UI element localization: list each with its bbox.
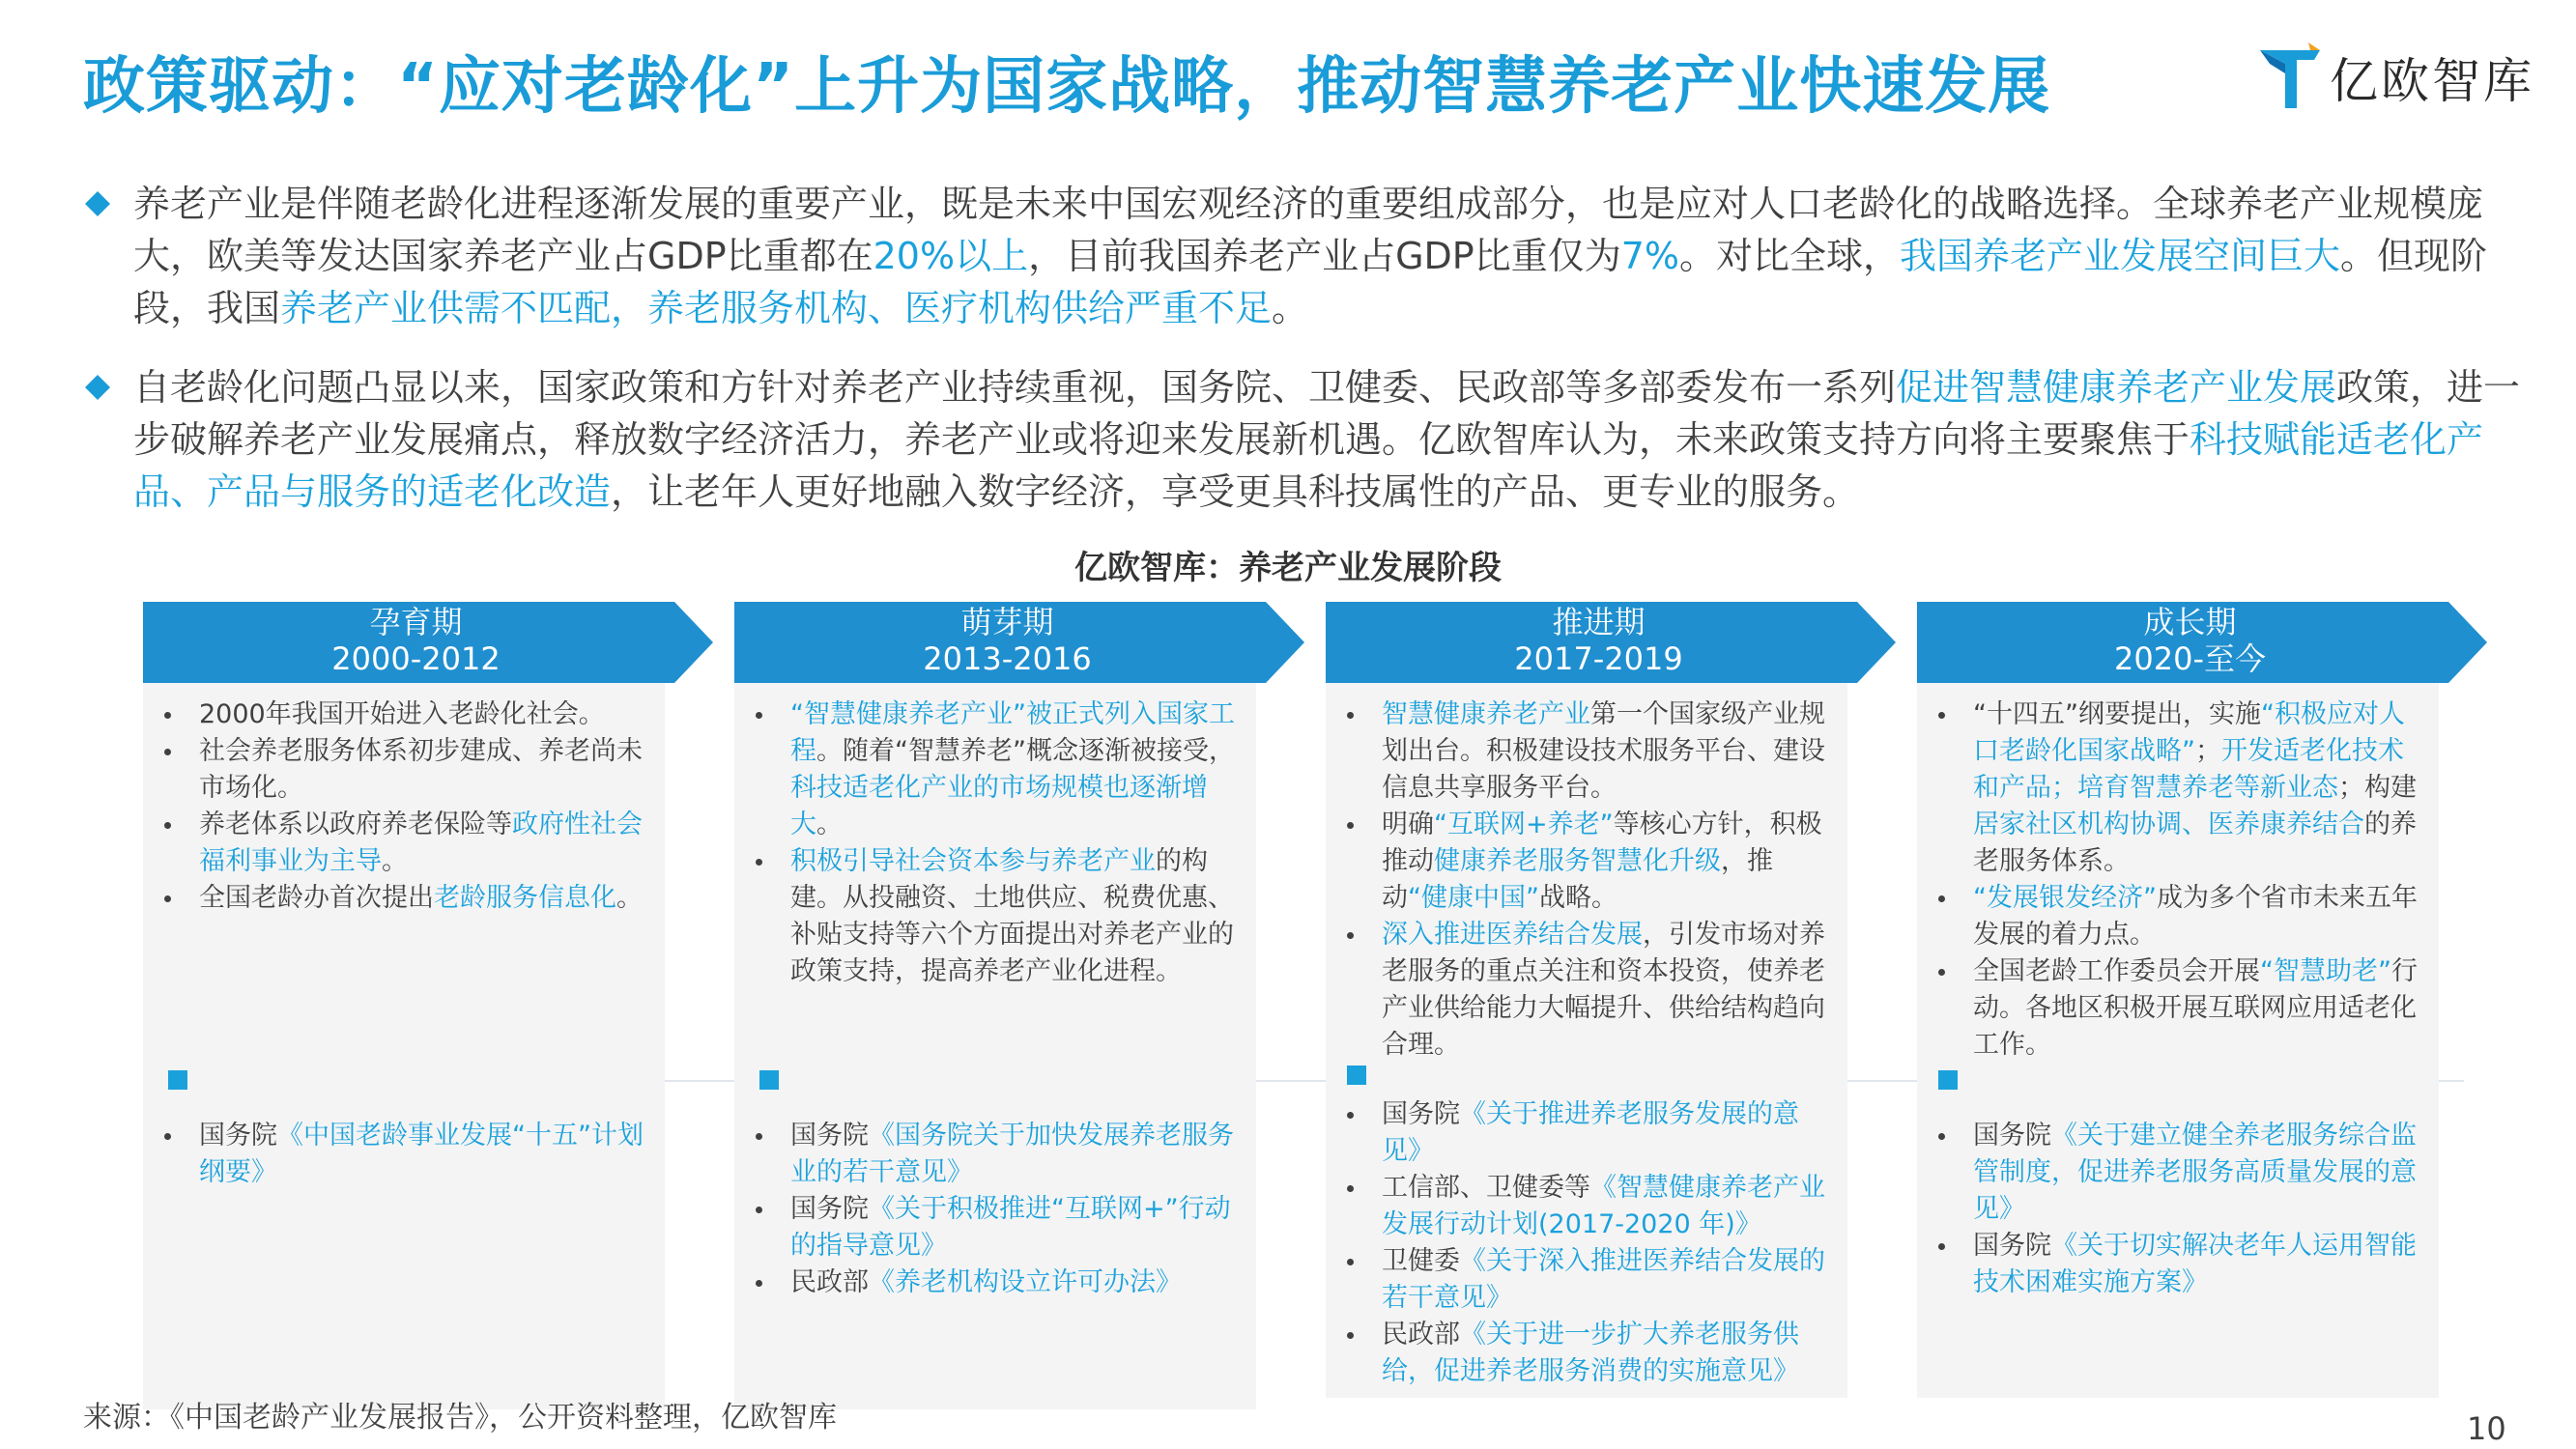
highlighted-text: “智慧健康养老产业”被正式列入国家工程 [790,699,1235,766]
stage-years: 2020-至今 [2114,640,2266,677]
list-item [143,880,665,917]
stage-policies [734,1118,1256,1301]
body-text: 民政部 [1382,1320,1460,1350]
highlighted-text: 智慧健康养老产业 [1382,699,1590,729]
body-text: 2000年我国开始进入老龄化社会。 [199,699,605,729]
highlighted-text: 《关于积极推进“互联网+”行动的指导意见》 [790,1194,1231,1261]
intro-bullet-2 [85,361,2539,518]
body-text: 工信部、卫健委等 [1382,1173,1590,1203]
list-item [1326,917,1847,1064]
stage-years: 2017-2019 [1514,640,1683,677]
list-item [1326,807,1847,917]
highlighted-text: 《关于进一步扩大养老服务供给，促进养老服务消费的实施意见》 [1382,1320,1799,1386]
body-text: 全国老龄办首次提出 [199,883,434,913]
list-item [734,1191,1256,1264]
stage-name: 萌芽期 [960,604,1054,640]
highlighted-text: 开发适老化技术和产品；培育智慧养老等新业态 [1973,736,2404,803]
body-text: 行动。各地区积极开展互联网应用适老化工作。 [1973,956,2418,1060]
intro-text-2 [133,361,2539,518]
body-text: ，目前我国养老产业占GDP比重仅为 [1028,235,1621,277]
highlighted-text: 促进智慧健康养老产业发展 [1896,366,2337,409]
body-text: 战略。 [1538,883,1617,913]
timeline-marker [168,1070,187,1090]
stage-years: 2013-2016 [923,640,1092,677]
page-number: 10 [2467,1410,2506,1447]
list-item [1917,1228,2439,1301]
body-text: 。 [1272,287,1309,329]
list-item [143,696,665,733]
body-text: ；构建 [2338,773,2417,803]
highlighted-text: 20%以上 [873,235,1029,277]
stage-highlights [1917,696,2439,1064]
highlighted-text: 积极引导社会资本参与养老产业 [790,846,1156,876]
timeline-marker [1347,1065,1366,1085]
body-text: 明确 [1382,810,1434,839]
body-text: 。 [382,846,408,876]
stage-policies [143,1118,665,1191]
body-text: 民政部 [790,1267,869,1297]
intro-bullet-1 [85,178,2539,334]
highlighted-text: 《关于深入推进医养结合发展的若干意见》 [1382,1246,1825,1313]
highlighted-text: 科技赋能适老化产品、产品与服务的适老化改造 [133,418,2484,513]
highlighted-text: 《关于切实解决老年人运用智能技术困难实施方案》 [1973,1231,2417,1297]
list-item [734,1264,1256,1301]
body-text: ，让老年人更好地融入数字经济，享受更具科技属性的产品、更专业的服务。 [611,470,1860,513]
list-item [1326,1317,1847,1390]
body-text: “十四五”纲要提出，实施 [1973,699,2261,729]
body-text: ； [2195,736,2221,766]
body-text: 等核心方针，积极推动 [1382,810,1822,876]
intro-text-1 [133,178,2539,334]
body-text: 卫健委 [1382,1246,1460,1276]
list-item [143,1118,665,1191]
body-text: 国务院 [1973,1231,2051,1261]
stage-policies [1917,1118,2439,1301]
logo [2256,39,2546,116]
highlighted-text: 健康养老服务智慧化升级 [1434,846,1721,876]
highlighted-text: 7% [1620,235,1680,277]
page-title: 政策驱动：“应对老龄化”上升为国家战略，推动智慧养老产业快速发展 [83,51,2051,123]
stage-panel [1917,683,2439,1398]
list-item [1326,1096,1847,1170]
stage-name: 孕育期 [369,604,463,640]
list-item [734,843,1256,990]
body-text: 。但现阶段，我国 [133,235,2488,329]
stage-highlights [143,696,665,917]
highlighted-text: “发展银发经济” [1973,883,2157,913]
highlighted-text: 《关于建立健全养老服务综合监管制度，促进养老服务高质量发展的意见》 [1973,1121,2417,1224]
highlighted-text: 科技适老化产业的市场规模也逐渐增大 [790,773,1208,839]
list-item [1917,880,2439,953]
body-text: 的养老服务体系。 [1973,810,2417,876]
timeline-marker [759,1070,779,1090]
body-text: 政策，进一步破解养老产业发展痛点，释放数字经济活力，养老产业或将迎来发展新机遇。亿欧智库认为，未来政策支持方向将主要聚焦于 [133,366,2521,461]
highlighted-text: 《智慧健康养老产业发展行动计划(2017-2020 年)》 [1382,1173,1825,1239]
body-text: ，引发市场对养老服务的重点关注和资本投资，使养老产业供给能力大幅提升、供给结构趋向合理。 [1382,920,1825,1060]
stage-panel [734,683,1256,1409]
stage-name: 推进期 [1552,604,1646,640]
body-text: 养老体系以政府养老保险等 [199,810,512,839]
list-item [1326,1170,1847,1243]
body-text: 成为多个省市未来五年发展的着力点。 [1973,883,2418,950]
list-item [1326,696,1847,807]
highlighted-text: 政府性社会福利事业为主导 [199,810,643,876]
stage-years: 2000-2012 [331,640,501,677]
stage-policies [1326,1096,1847,1390]
list-item [1326,1243,1847,1317]
highlighted-text: 《中国老龄事业发展“十五”计划纲要》 [199,1121,644,1187]
body-text: 国务院 [1382,1099,1460,1129]
chart-title: 亿欧智库：养老产业发展阶段 [1074,549,1502,587]
highlighted-text: 养老产业供需不匹配，养老服务机构、医疗机构供给严重不足 [280,287,1273,329]
list-item [734,1118,1256,1191]
list-item [1917,1118,2439,1228]
highlighted-text: “智慧助老” [2260,956,2391,986]
body-text: 。 [816,810,843,839]
body-text: 国务院 [790,1194,869,1224]
body-text: 自老龄化问题凸显以来，国家政策和方针对养老产业持续重视，国务院、卫健委、民政部等多部委发布一系列 [133,366,1897,409]
list-item [143,807,665,880]
body-text: 全国老龄工作委员会开展 [1973,956,2260,986]
body-text: 的构建。从投融资、土地供应、税费优惠、补贴支持等六个方面提出对养老产业的政策支持，提高养老产业化进程。 [790,846,1234,986]
logo-text: 亿欧智库 [2330,53,2534,109]
stage-panel [143,683,665,1409]
highlighted-text: 《养老机构设立许可办法》 [869,1267,1182,1297]
stage-highlights [1326,696,1847,1064]
highlighted-text: 老龄服务信息化 [434,883,616,913]
body-text: 国务院 [199,1121,277,1151]
body-text: 国务院 [790,1121,869,1151]
body-text: 社会养老服务体系初步建成、养老尚未市场化。 [199,736,643,803]
highlighted-text: 我国养老产业发展空间巨大 [1900,235,2341,277]
source-note: 来源：《中国老龄产业发展报告》，公开资料整理，亿欧智库 [83,1401,837,1435]
list-item [1917,953,2439,1064]
stage-panel [1326,683,1847,1398]
body-text: 第一个国家级产业规划出台。积极建设技术服务平台、建设信息共享服务平台。 [1382,699,1825,803]
timeline-marker [1938,1070,1958,1090]
stage-highlights [734,696,1256,990]
highlighted-text: “健康中国” [1408,883,1539,913]
body-text: 。对比全球， [1679,235,1901,277]
yiou-logo-icon [2256,41,2324,114]
body-text: 养老产业是伴随老龄化进程逐渐发展的重要产业，既是未来中国宏观经济的重要组成部分，也是应对人口老龄化的战略选择。全球养老产业规模庞大，欧美等发达国家养老产业占GDP比重都在 [133,183,2484,277]
body-text: 。 [616,883,643,913]
body-text: ，推动 [1382,846,1773,913]
highlighted-text: 《国务院关于加快发展养老服务业的若干意见》 [790,1121,1234,1187]
list-item [734,696,1256,843]
list-item [143,733,665,807]
body-text: 国务院 [1973,1121,2051,1151]
highlighted-text: “互联网+养老” [1434,810,1614,839]
highlighted-text: “积极应对人口老龄化国家战略” [1973,699,2405,766]
highlighted-text: 深入推进医养结合发展 [1382,920,1643,950]
stage-name: 成长期 [2143,604,2237,640]
highlighted-text: 居家社区机构协调、医养康养结合 [1973,810,2364,839]
diamond-bullet-icon [85,375,110,400]
body-text: 。随着“智慧养老”概念逐渐被接受， [816,736,1235,766]
list-item [1917,696,2439,880]
diamond-bullet-icon [85,191,110,216]
highlighted-text: 《关于推进养老服务发展的意见》 [1382,1099,1799,1166]
